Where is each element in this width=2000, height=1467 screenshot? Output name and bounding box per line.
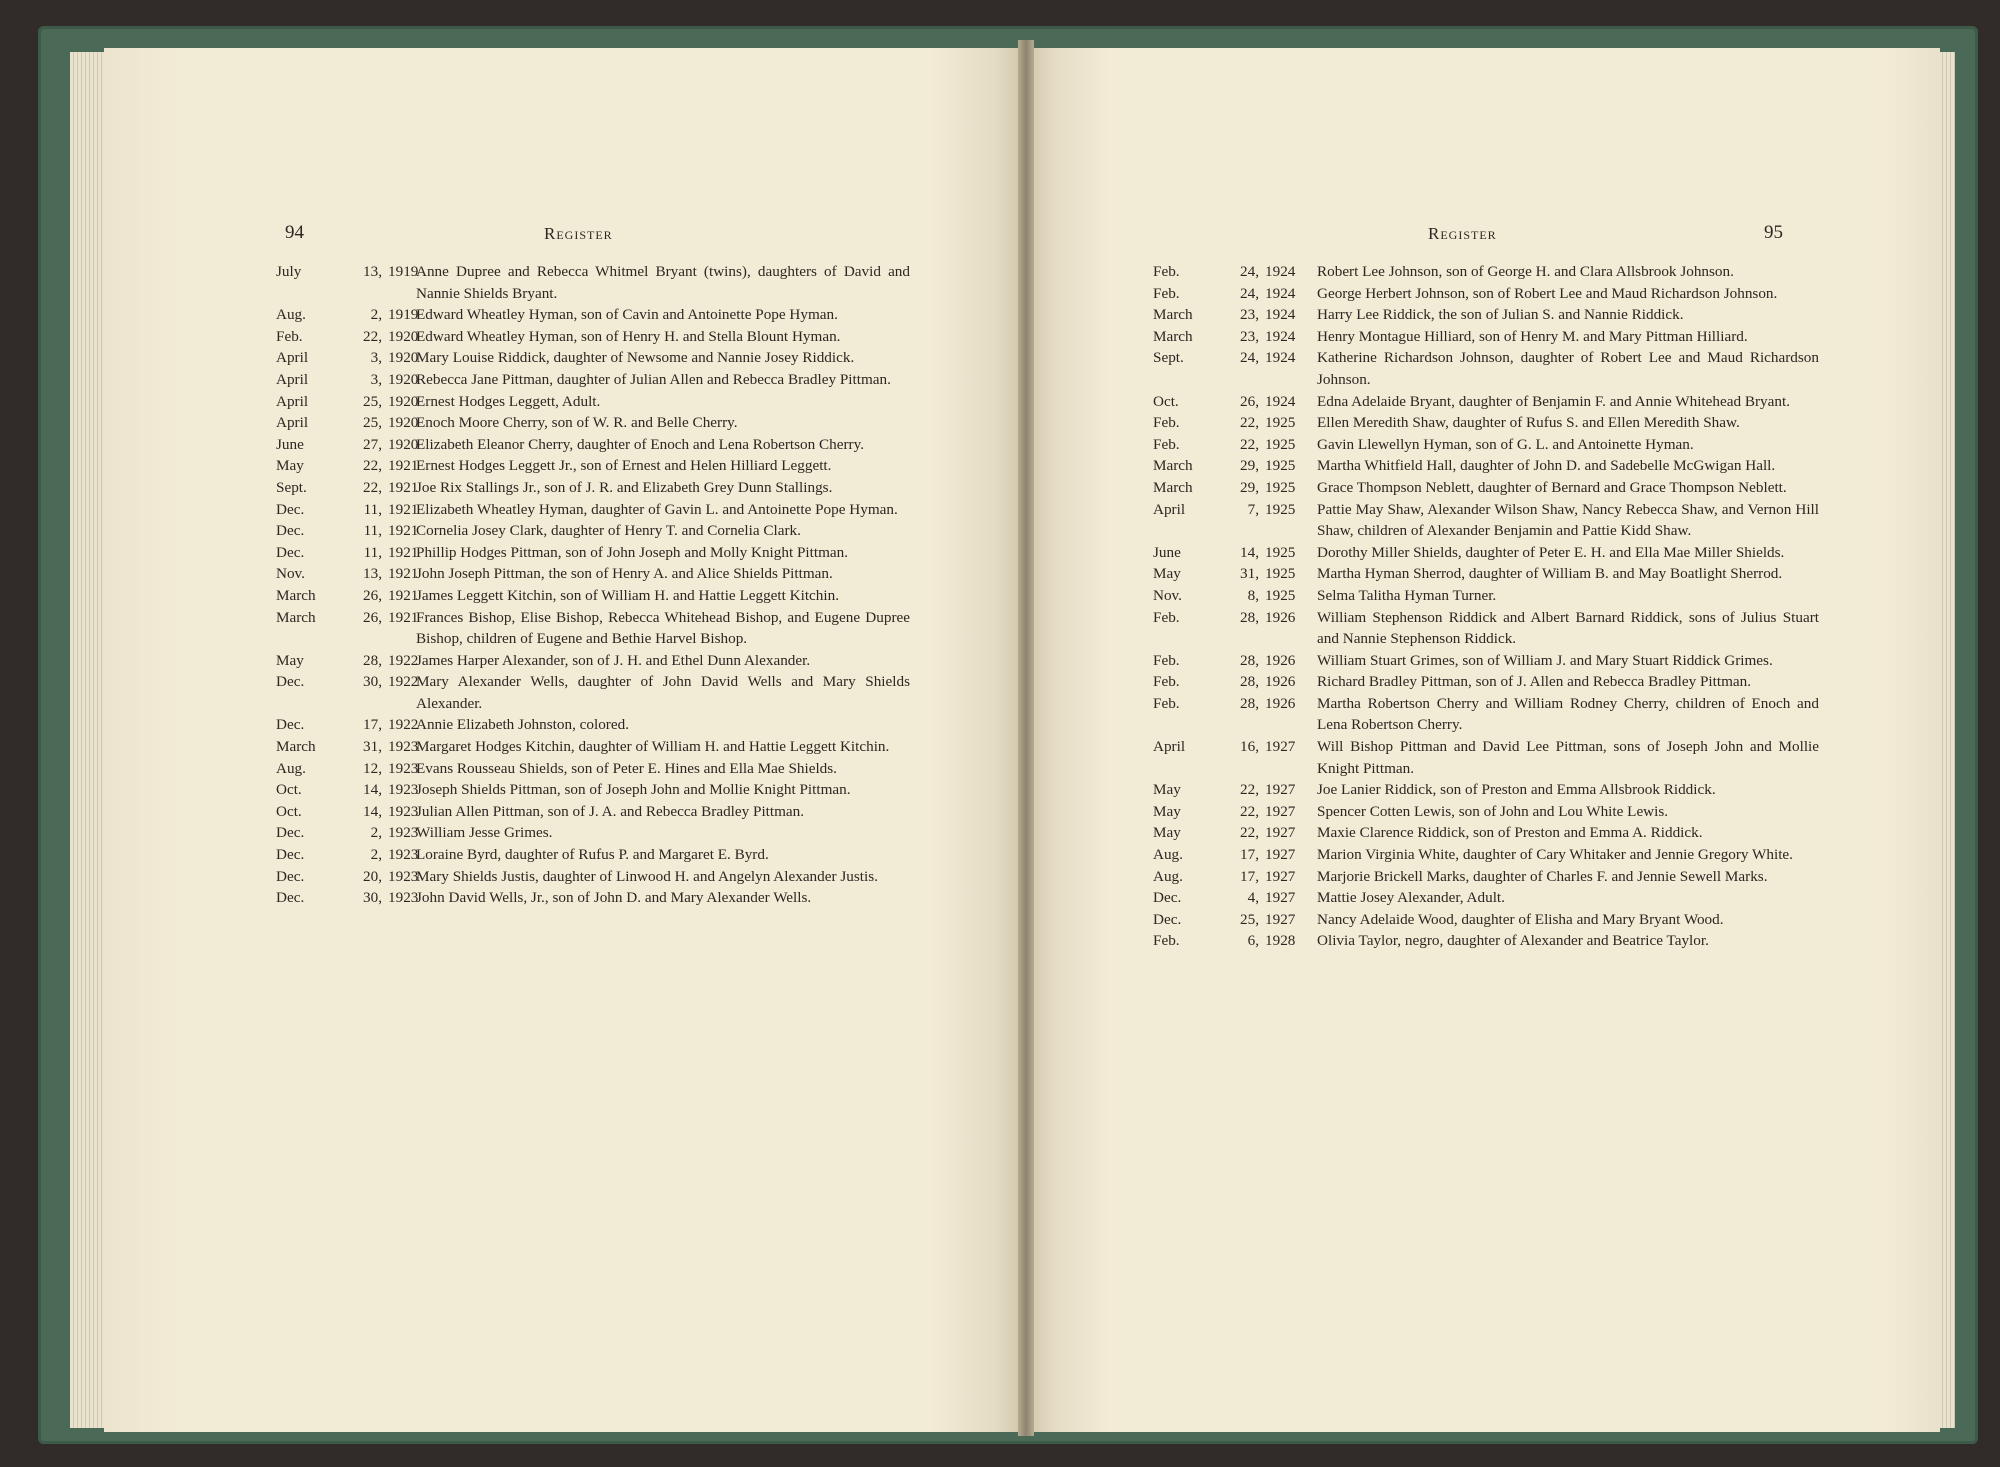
- entry-text: Nancy Adelaide Wood, daughter of Elisha and Mary Bryant Wood.: [1317, 910, 1724, 928]
- entry-day: 11,: [363, 500, 382, 518]
- entry-year: 1924: [1265, 263, 1296, 280]
- entry-year: 1927: [1265, 867, 1296, 885]
- entry-day: 22,: [363, 457, 382, 475]
- entry-text: Richard Bradley Pittman, son of J. Allen and Rebecca Bradley Pittman.: [1317, 673, 1752, 691]
- entry-month: July: [276, 263, 302, 280]
- entry-year: 1921: [388, 478, 419, 496]
- entry-text: Will Bishop Pittman and David Lee Pittman, sons of Joseph John and Mollie Knight Pittman.: [1317, 738, 1819, 777]
- entry-day: 29,: [1240, 478, 1259, 496]
- entry-day: 17,: [363, 716, 382, 734]
- entry-year: 1925: [1265, 414, 1296, 432]
- register-entry: [1153, 671, 1923, 693]
- entry-text: Pattie May Shaw, Alexander Wilson Shaw, Nancy Rebecca Shaw, and Vernon Hill Shaw, children of Alexander Benjamin and Pattie Kidd Shaw.: [1317, 500, 1819, 540]
- book-gutter: [1018, 40, 1034, 1436]
- entry-month: Feb.: [276, 327, 303, 345]
- entry-month: Dec.: [276, 846, 305, 864]
- entry-year: 1927: [1265, 889, 1296, 907]
- running-title: Register: [1428, 224, 1497, 243]
- entry-day: 22,: [1240, 414, 1259, 432]
- entry-text: Margaret Hodges Kitchin, daughter of William H. and Hattie Leggett Kitchin.: [416, 738, 890, 756]
- entry-day: 20,: [363, 867, 382, 885]
- entry-text: Annie Elizabeth Johnston, colored.: [416, 716, 629, 734]
- entry-text: Harry Lee Riddick, the son of Julian S. and Nannie Riddick.: [1317, 306, 1684, 324]
- entry-day: 30,: [363, 673, 382, 691]
- entry-year: 1924: [1265, 284, 1296, 302]
- register-entry: [1153, 866, 1923, 888]
- entry-day: 25,: [363, 392, 382, 410]
- entry-month: Aug.: [1153, 867, 1183, 885]
- register-entry: [276, 477, 1020, 499]
- entry-text: Marjorie Brickell Marks, daughter of Charles F. and Jennie Sewell Marks.: [1317, 867, 1768, 885]
- entry-month: March: [276, 608, 316, 626]
- register-entry: [1153, 434, 1923, 456]
- entry-month: March: [1153, 478, 1193, 496]
- register-entry: [1153, 283, 1923, 305]
- entry-month: Aug.: [276, 306, 306, 324]
- entry-day: 24,: [1240, 349, 1259, 367]
- entry-text: William Stuart Grimes, son of William J. and Mary Stuart Riddick Grimes.: [1317, 651, 1773, 669]
- entry-year: 1926: [1265, 673, 1296, 691]
- entry-text: William Jesse Grimes.: [416, 824, 553, 842]
- entry-month: Dec.: [276, 522, 305, 540]
- entry-day: 11,: [363, 543, 382, 561]
- register-entry: [1153, 585, 1923, 607]
- entry-year: 1923: [388, 846, 419, 864]
- entry-day: 6,: [1247, 932, 1259, 950]
- entry-day: 13,: [363, 263, 382, 280]
- register-entry: [276, 887, 1020, 909]
- register-entry: [1153, 477, 1923, 499]
- entry-year: 1925: [1265, 543, 1296, 561]
- entry-year: 1921: [388, 522, 419, 540]
- entry-month: June: [1153, 543, 1181, 561]
- entry-day: 16,: [1240, 738, 1259, 756]
- register-entry: [276, 736, 1020, 758]
- register-entry: [276, 369, 1020, 391]
- entry-day: 17,: [1240, 867, 1259, 885]
- register-entry: [1153, 542, 1923, 564]
- register-entry: [276, 499, 1020, 521]
- entry-year: 1925: [1265, 457, 1296, 475]
- entry-year: 1923: [388, 802, 419, 820]
- entry-year: 1924: [1265, 306, 1296, 324]
- register-entry: [1153, 822, 1923, 844]
- entry-text: Enoch Moore Cherry, son of W. R. and Belle Cherry.: [416, 414, 738, 432]
- register-entry: [1153, 693, 1923, 736]
- entry-day: 28,: [1240, 651, 1259, 669]
- entry-text: Evans Rousseau Shields, son of Peter E. Hines and Ella Mae Shields.: [416, 759, 837, 777]
- entry-month: Dec.: [1153, 889, 1182, 907]
- entry-day: 28,: [1240, 694, 1259, 712]
- running-title: Register: [544, 224, 613, 243]
- entry-year: 1919: [388, 306, 419, 324]
- right-page: [1026, 48, 1940, 1432]
- register-entry: [1153, 607, 1923, 650]
- entry-text: Joe Rix Stallings Jr., son of J. R. and Elizabeth Grey Dunn Stallings.: [416, 478, 833, 496]
- register-entry: [1153, 304, 1923, 326]
- entry-month: May: [1153, 565, 1181, 583]
- entry-text: Mary Alexander Wells, daughter of John David Wells and Mary Shields Alexander.: [416, 673, 910, 712]
- entry-day: 13,: [363, 565, 382, 583]
- entry-month: Dec.: [276, 716, 305, 734]
- entry-day: 4,: [1247, 889, 1259, 907]
- register-entry: [276, 261, 1020, 304]
- entry-year: 1927: [1265, 846, 1296, 864]
- entry-text: Julian Allen Pittman, son of J. A. and Rebecca Bradley Pittman.: [416, 802, 805, 820]
- entry-text: William Stephenson Riddick and Albert Barnard Riddick, sons of Julius Stuart and Nannie Stephenson Riddick.: [1317, 608, 1819, 648]
- entry-year: 1926: [1265, 608, 1296, 626]
- entry-year: 1925: [1265, 500, 1296, 518]
- entry-day: 11,: [363, 522, 382, 540]
- register-entry: [1153, 563, 1923, 585]
- entry-year: 1921: [388, 565, 419, 583]
- entry-day: 17,: [1240, 846, 1259, 864]
- entry-text: James Harper Alexander, son of J. H. and Ethel Dunn Alexander.: [416, 651, 811, 669]
- entry-month: Aug.: [276, 759, 306, 777]
- register-entry: [276, 779, 1020, 801]
- entry-text: Henry Montague Hilliard, son of Henry M. and Mary Pittman Hilliard.: [1317, 327, 1748, 345]
- entry-month: May: [1153, 824, 1181, 842]
- entry-text: Edna Adelaide Bryant, daughter of Benjamin F. and Annie Whitehead Bryant.: [1317, 392, 1790, 410]
- entry-day: 27,: [363, 435, 382, 453]
- register-entry: [1153, 261, 1923, 283]
- entry-text: Katherine Richardson Johnson, daughter of Robert Lee and Maud Richardson Johnson.: [1317, 349, 1819, 388]
- entry-text: Loraine Byrd, daughter of Rufus P. and Margaret E. Byrd.: [416, 846, 769, 864]
- entry-month: Nov.: [276, 565, 305, 583]
- entry-year: 1920: [388, 414, 419, 432]
- register-entry: [276, 758, 1020, 780]
- entry-day: 28,: [363, 651, 382, 669]
- register-entry: [1153, 930, 1923, 952]
- entry-month: Sept.: [1153, 349, 1184, 367]
- entry-text: Maxie Clarence Riddick, son of Preston and Emma A. Riddick.: [1317, 824, 1703, 842]
- entry-day: 24,: [1240, 263, 1259, 280]
- entry-text: Dorothy Miller Shields, daughter of Peter E. H. and Ella Mae Miller Shields.: [1317, 543, 1785, 561]
- entry-month: Dec.: [276, 889, 305, 907]
- entry-day: 22,: [1240, 435, 1259, 453]
- register-entry: [276, 391, 1020, 413]
- entry-year: 1920: [388, 370, 419, 388]
- entry-month: Feb.: [1153, 263, 1180, 280]
- entry-text: Ellen Meredith Shaw, daughter of Rufus S. and Ellen Meredith Shaw.: [1317, 414, 1740, 432]
- entry-month: Oct.: [276, 781, 302, 799]
- entry-text: Mary Shields Justis, daughter of Linwood H. and Angelyn Alexander Justis.: [416, 867, 878, 885]
- entry-text: Ernest Hodges Leggett Jr., son of Ernest and Helen Hilliard Leggett.: [416, 457, 832, 475]
- entry-month: Feb.: [1153, 284, 1180, 302]
- entry-month: April: [276, 414, 309, 432]
- register-entry: [276, 585, 1020, 607]
- entry-year: 1927: [1265, 910, 1296, 928]
- entry-year: 1921: [388, 457, 419, 475]
- register-entry: [276, 347, 1020, 369]
- entry-text: Cornelia Josey Clark, daughter of Henry T. and Cornelia Clark.: [416, 522, 801, 540]
- entry-month: April: [1153, 500, 1186, 518]
- register-entry: [1153, 326, 1923, 348]
- entry-day: 28,: [1240, 608, 1259, 626]
- entry-month: Nov.: [1153, 586, 1182, 604]
- entry-day: 14,: [363, 802, 382, 820]
- entry-text: Martha Hyman Sherrod, daughter of William B. and May Boatlight Sherrod.: [1317, 565, 1783, 583]
- entry-month: Dec.: [1153, 910, 1182, 928]
- entry-day: 30,: [363, 889, 382, 907]
- entry-month: Feb.: [1153, 608, 1180, 626]
- entry-day: 2,: [370, 846, 382, 864]
- register-entry: [276, 714, 1020, 736]
- entry-text: Marion Virginia White, daughter of Cary Whitaker and Jennie Gregory White.: [1317, 846, 1793, 864]
- entry-text: Elizabeth Wheatley Hyman, daughter of Gavin L. and Antoinette Pope Hyman.: [416, 500, 898, 518]
- register-entry: [1153, 347, 1923, 390]
- entry-year: 1926: [1265, 694, 1296, 712]
- entry-text: Spencer Cotten Lewis, son of John and Lou White Lewis.: [1317, 802, 1669, 820]
- entry-year: 1921: [388, 500, 419, 518]
- register-entry: [1153, 391, 1923, 413]
- entry-year: 1923: [388, 867, 419, 885]
- entry-month: Dec.: [276, 824, 305, 842]
- entry-month: Sept.: [276, 478, 307, 496]
- entry-month: April: [1153, 738, 1186, 756]
- entry-day: 12,: [363, 759, 382, 777]
- entry-month: Dec.: [276, 543, 305, 561]
- entry-text: John Joseph Pittman, the son of Henry A. and Alice Shields Pittman.: [416, 565, 833, 583]
- entry-year: 1926: [1265, 651, 1296, 669]
- register-entry: [1153, 455, 1923, 477]
- register-entry: [276, 822, 1020, 844]
- entry-day: 23,: [1240, 327, 1259, 345]
- entry-month: March: [1153, 306, 1193, 324]
- entry-year: 1927: [1265, 802, 1296, 820]
- entry-text: James Leggett Kitchin, son of William H. and Hattie Leggett Kitchin.: [416, 586, 839, 604]
- entry-day: 28,: [1240, 673, 1259, 691]
- entry-text: Phillip Hodges Pittman, son of John Joseph and Molly Knight Pittman.: [416, 543, 849, 561]
- entry-year: 1925: [1265, 435, 1296, 453]
- entry-text: Joe Lanier Riddick, son of Preston and Emma Allsbrook Riddick.: [1317, 781, 1716, 799]
- entry-month: June: [276, 435, 304, 453]
- register-entry: [1153, 650, 1923, 672]
- entry-text: Olivia Taylor, negro, daughter of Alexander and Beatrice Taylor.: [1317, 932, 1709, 950]
- entry-text: John David Wells, Jr., son of John D. and Mary Alexander Wells.: [416, 889, 812, 907]
- entry-day: 2,: [370, 306, 382, 324]
- entry-text: Edward Wheatley Hyman, son of Henry H. and Stella Blount Hyman.: [416, 327, 841, 345]
- page-number: 95: [1764, 222, 1783, 243]
- entry-year: 1922: [388, 673, 419, 691]
- entry-month: March: [276, 738, 316, 756]
- entry-year: 1921: [388, 586, 419, 604]
- entry-day: 25,: [363, 414, 382, 432]
- entry-month: Aug.: [1153, 846, 1183, 864]
- page-number: 94: [285, 222, 304, 243]
- entry-month: Feb.: [1153, 651, 1180, 669]
- entry-text: Frances Bishop, Elise Bishop, Rebecca Whitehead Bishop, and Eugene Dupree Bishop, children of Eugene and Bethie Harvel Bishop.: [416, 608, 910, 648]
- register-entry: [276, 412, 1020, 434]
- entry-month: May: [1153, 802, 1181, 820]
- entry-year: 1925: [1265, 565, 1296, 583]
- entry-text: Mattie Josey Alexander, Adult.: [1317, 889, 1505, 907]
- entry-month: Feb.: [1153, 435, 1180, 453]
- entry-month: Feb.: [1153, 414, 1180, 432]
- entry-year: 1920: [388, 435, 419, 453]
- entry-day: 26,: [363, 608, 382, 626]
- entry-text: Gavin Llewellyn Hyman, son of G. L. and Antoinette Hyman.: [1317, 435, 1694, 453]
- entry-month: May: [276, 457, 304, 475]
- entry-day: 22,: [1240, 802, 1259, 820]
- entry-month: Feb.: [1153, 932, 1180, 950]
- entry-year: 1928: [1265, 932, 1296, 950]
- entry-month: April: [276, 349, 309, 367]
- entry-year: 1922: [388, 651, 419, 669]
- entry-year: 1920: [388, 349, 419, 367]
- entry-text: Robert Lee Johnson, son of George H. and Clara Allsbrook Johnson.: [1317, 263, 1734, 280]
- entry-year: 1925: [1265, 586, 1296, 604]
- entry-text: Grace Thompson Neblett, daughter of Bernard and Grace Thompson Neblett.: [1317, 478, 1787, 496]
- entry-day: 8,: [1247, 586, 1259, 604]
- register-entry: [276, 304, 1020, 326]
- register-entry: [1153, 736, 1923, 779]
- entry-month: May: [276, 651, 304, 669]
- register-entry: [276, 563, 1020, 585]
- entry-day: 24,: [1240, 284, 1259, 302]
- entry-year: 1919: [388, 263, 419, 280]
- entry-month: May: [1153, 781, 1181, 799]
- entry-year: 1923: [388, 738, 419, 756]
- entry-year: 1927: [1265, 738, 1296, 756]
- register-entry: [1153, 801, 1923, 823]
- entry-year: 1923: [388, 889, 419, 907]
- entry-month: March: [1153, 457, 1193, 475]
- entry-day: 14,: [363, 781, 382, 799]
- entry-text: Selma Talitha Hyman Turner.: [1317, 586, 1497, 604]
- entry-day: 7,: [1247, 500, 1259, 518]
- entry-month: April: [276, 370, 309, 388]
- entry-day: 26,: [363, 586, 382, 604]
- entry-day: 14,: [1240, 543, 1259, 561]
- entry-day: 31,: [363, 738, 382, 756]
- register-entry: [276, 607, 1020, 650]
- register-entry: [276, 650, 1020, 672]
- register-entry: [276, 455, 1020, 477]
- register-entry: [276, 801, 1020, 823]
- register-entry: [276, 520, 1020, 542]
- entry-year: 1924: [1265, 349, 1296, 367]
- entry-year: 1923: [388, 781, 419, 799]
- register-entry: [1153, 844, 1923, 866]
- entry-year: 1924: [1265, 392, 1296, 410]
- register-entry: [276, 434, 1020, 456]
- entry-year: 1923: [388, 759, 419, 777]
- register-entry: [276, 671, 1020, 714]
- register-entry: [276, 542, 1020, 564]
- entry-day: 22,: [363, 327, 382, 345]
- entry-day: 23,: [1240, 306, 1259, 324]
- entry-day: 22,: [1240, 824, 1259, 842]
- entry-day: 22,: [363, 478, 382, 496]
- register-entries: [276, 261, 1020, 909]
- entry-year: 1925: [1265, 478, 1296, 496]
- entry-text: Joseph Shields Pittman, son of Joseph John and Mollie Knight Pittman.: [416, 781, 851, 799]
- register-entry: [1153, 887, 1923, 909]
- entry-month: March: [276, 586, 316, 604]
- entry-year: 1927: [1265, 781, 1296, 799]
- entry-text: Rebecca Jane Pittman, daughter of Julian Allen and Rebecca Bradley Pittman.: [416, 370, 891, 388]
- entry-month: Oct.: [1153, 392, 1179, 410]
- entry-day: 29,: [1240, 457, 1259, 475]
- entry-month: April: [276, 392, 309, 410]
- register-entry: [1153, 412, 1923, 434]
- entry-text: Mary Louise Riddick, daughter of Newsome and Nannie Josey Riddick.: [416, 349, 855, 367]
- entry-year: 1923: [388, 824, 419, 842]
- entry-day: 3,: [370, 370, 382, 388]
- register-entry: [1153, 779, 1923, 801]
- entry-year: 1927: [1265, 824, 1296, 842]
- entry-day: 3,: [370, 349, 382, 367]
- entry-year: 1920: [388, 392, 419, 410]
- entry-text: George Herbert Johnson, son of Robert Lee and Maud Richardson Johnson.: [1317, 284, 1778, 302]
- register-entry: [1153, 499, 1923, 542]
- entry-year: 1921: [388, 608, 419, 626]
- entry-month: Dec.: [276, 500, 305, 518]
- entry-text: Edward Wheatley Hyman, son of Cavin and Antoinette Pope Hyman.: [416, 306, 838, 324]
- entry-month: Feb.: [1153, 673, 1180, 691]
- entry-text: Martha Whitfield Hall, daughter of John D. and Sadebelle McGwigan Hall.: [1317, 457, 1776, 475]
- entry-day: 26,: [1240, 392, 1259, 410]
- entry-text: Martha Robertson Cherry and William Rodney Cherry, children of Enoch and Lena Robertson Cherry.: [1317, 694, 1819, 734]
- entry-text: Anne Dupree and Rebecca Whitmel Bryant (twins), daughters of David and Nannie Shields Bryant.: [416, 263, 910, 302]
- register-entry: [1153, 909, 1923, 931]
- register-entry: [276, 844, 1020, 866]
- entry-day: 2,: [370, 824, 382, 842]
- entry-month: Dec.: [276, 673, 305, 691]
- entry-month: March: [1153, 327, 1193, 345]
- entry-month: Dec.: [276, 867, 305, 885]
- register-entries: [1153, 261, 1923, 952]
- entry-day: 31,: [1240, 565, 1259, 583]
- register-entry: [276, 326, 1020, 348]
- register-entry: [276, 866, 1020, 888]
- entry-day: 25,: [1240, 910, 1259, 928]
- entry-year: 1921: [388, 543, 419, 561]
- entry-year: 1924: [1265, 327, 1296, 345]
- entry-year: 1922: [388, 716, 419, 734]
- entry-text: Ernest Hodges Leggett, Adult.: [416, 392, 601, 410]
- entry-month: Oct.: [276, 802, 302, 820]
- entry-day: 22,: [1240, 781, 1259, 799]
- left-page: [104, 48, 1024, 1432]
- entry-text: Elizabeth Eleanor Cherry, daughter of Enoch and Lena Robertson Cherry.: [416, 435, 865, 453]
- entry-year: 1920: [388, 327, 419, 345]
- entry-month: Feb.: [1153, 694, 1180, 712]
